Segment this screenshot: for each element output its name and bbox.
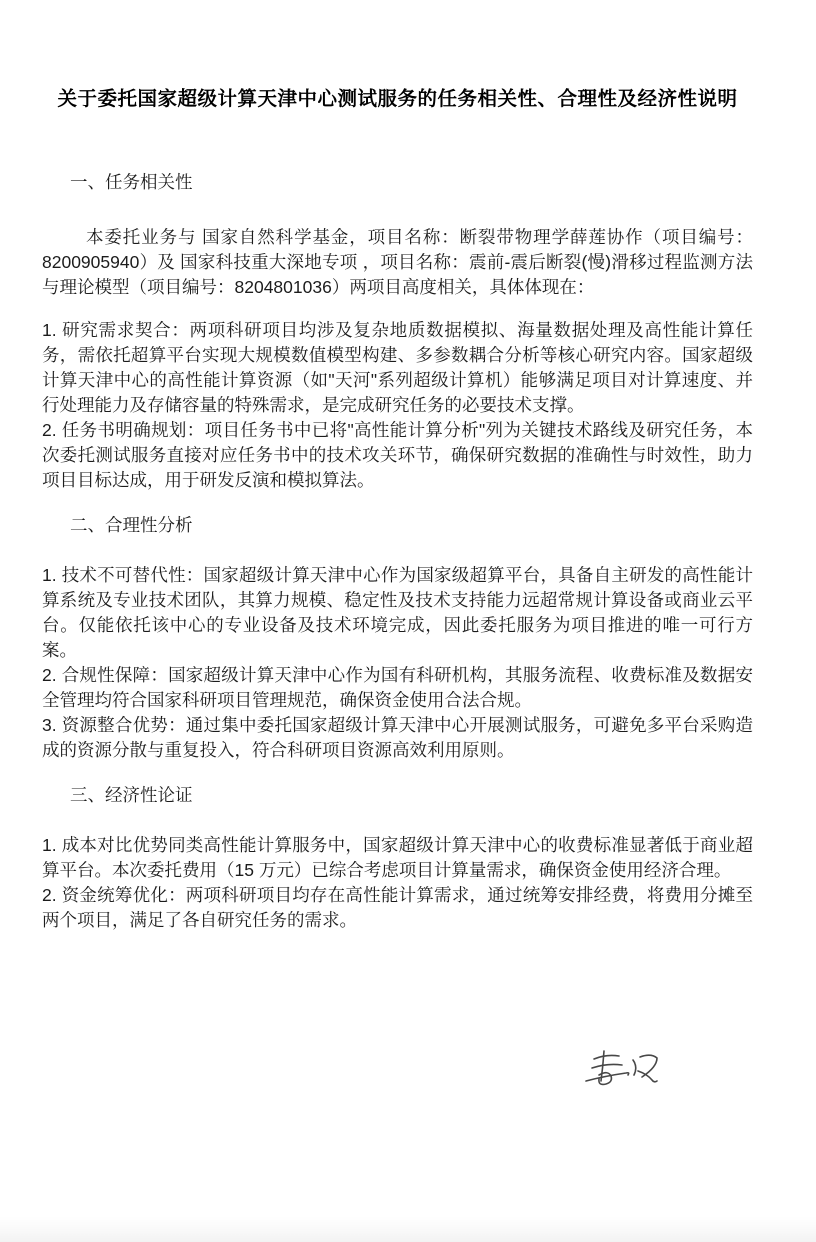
section-heading-relevance: 一、任务相关性 [70,172,193,192]
list-item: 3. 资源整合优势：通过集中委托国家超级计算天津中心开展测试服务，可避免多平台采购造成的资源分散与重复投入，符合科研项目资源高效利用原则。 [42,715,753,760]
list-item: 1. 技术不可替代性：国家超级计算天津中心作为国家级超算平台，具备自主研发的高性能计算系统及专业技术团队，其算力规模、稳定性及技术支持能力远超常规计算设备或商业云平台。仅能依托该中心的专业设备及技术环境完成，因此委托服务为项目推进的唯一可行方案。 [42,565,753,660]
document-title: 关于委托国家超级计算天津中心测试服务的任务相关性、合理性及经济性说明 [57,88,738,110]
section-rationality [42,513,753,763]
list-item: 1. 成本对比优势同类高性能计算服务中，国家超级计算天津中心的收费标准显著低于商业超算平台。本次委托费用（15 万元）已综合考虑项目计算量需求，确保资金使用经济合理。 [42,835,753,880]
list-item: 2. 任务书明确规划：项目任务书中已将"高性能计算分析"列为关键技术路线及研究任务，本次委托测试服务直接对应任务书中的技术攻关环节，确保研究数据的准确性与时效性，助力项目目标达成，用于研发反演和模拟算法。 [42,420,753,490]
list-item: 2. 合规性保障：国家超级计算天津中心作为国有科研机构，其服务流程、收费标准及数据安全管理均符合国家科研项目管理规范，确保资金使用合法合规。 [42,665,753,710]
section-heading-rationality: 二、合理性分析 [70,515,193,535]
list-item: 1. 研究需求契合：两项科研项目均涉及复杂地质数据模拟、海量数据处理及高性能计算任务，需依托超算平台实现大规模数值模型构建、多参数耦合分析等核心研究内容。国家超级计算天津中心的高性能计算资源（如"天河"系列超级计算机）能够满足项目对计算速度、并行处理能力及存储容量的特殊需求，是完成研究任务的必要技术支撑。 [42,320,753,415]
page-bottom-scan-shadow [0,1216,816,1242]
list-item: 2. 资金统筹优化：两项科研项目均存在高性能计算需求，通过统筹安排经费，将费用分摊至两个项目，满足了各自研究任务的需求。 [42,885,753,930]
section-task-relevance [42,170,753,493]
handwritten-signature [570,1040,710,1110]
section-heading-economy: 三、经济性论证 [70,785,193,805]
section-economy [42,783,753,933]
intro-paragraph: 本委托业务与 国家自然科学基金，项目名称：断裂带物理学薛莲协作（项目编号：8200905940）及 国家科技重大深地专项 ，项目名称：震前-震后断裂(慢)滑移过程监测方法与理论模型（项目编号：8204801036）两项目高度相关，具体体现在： [42,227,753,297]
signature-strokes-icon [570,1040,710,1110]
